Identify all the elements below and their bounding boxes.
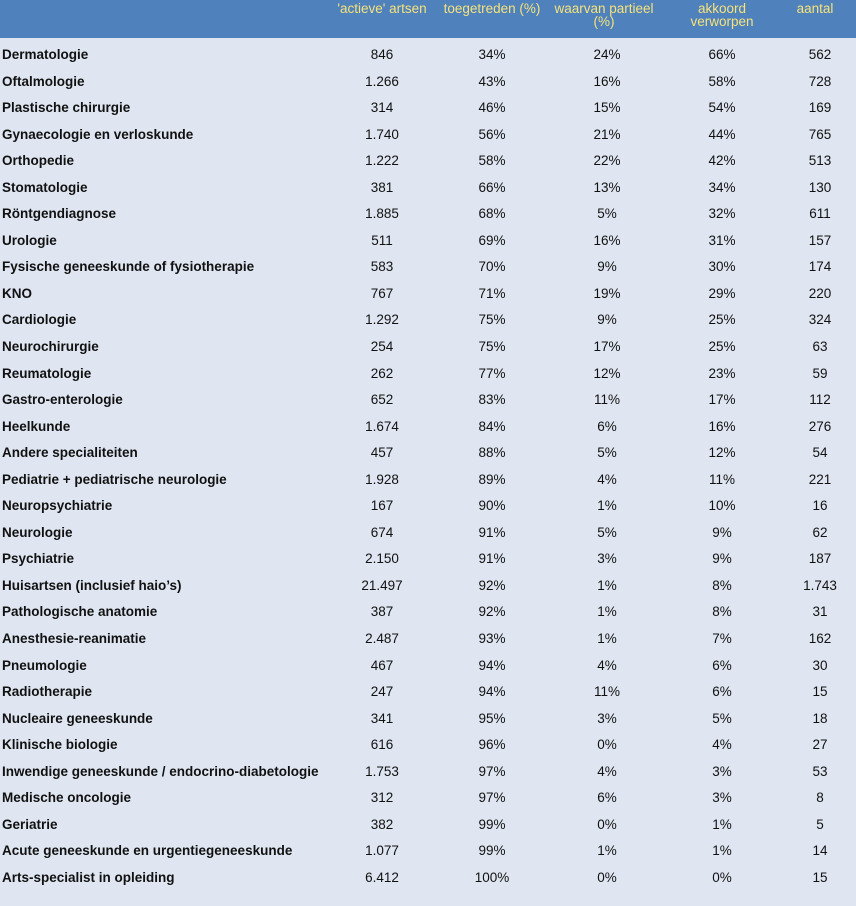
joined-percent-cell: 70% <box>478 259 506 275</box>
specialty-cell: Huisartsen (inclusief haio’s) <box>2 577 182 593</box>
specialty-cell: Pneumologie <box>2 657 87 673</box>
rejected-percent-cell: 16% <box>708 418 736 434</box>
specialty-cell: Plastische chirurgie <box>2 100 131 116</box>
table-row <box>0 334 856 361</box>
joined-percent-cell: 66% <box>478 179 506 195</box>
active-doctors-cell: 1.222 <box>365 153 399 169</box>
rejected-percent-cell: 30% <box>708 259 736 275</box>
active-doctors-cell: 767 <box>370 285 394 301</box>
joined-percent-cell: 83% <box>478 392 506 408</box>
count-cell: 562 <box>808 47 832 62</box>
active-doctors-cell: 1.077 <box>365 843 399 859</box>
rejected-percent-cell: 54% <box>708 100 736 116</box>
rejected-percent-cell: 8% <box>712 577 732 593</box>
rejected-percent-cell: 7% <box>712 631 732 647</box>
joined-percent-cell: 68% <box>478 206 506 222</box>
joined-percent-cell: 99% <box>478 816 506 832</box>
table-row <box>0 414 856 441</box>
rejected-percent-cell: 4% <box>712 737 732 753</box>
table-row <box>0 307 856 334</box>
table-row <box>0 812 856 839</box>
count-cell: 276 <box>808 418 832 434</box>
partial-percent-cell: 1% <box>597 577 617 593</box>
partial-percent-cell: 15% <box>593 100 621 116</box>
count-cell: 16 <box>812 498 828 514</box>
active-doctors-cell: 1.740 <box>365 126 399 142</box>
specialty-cell: Gastro-enterologie <box>2 392 123 408</box>
specialty-cell: Gynaecologie en verloskunde <box>2 126 194 142</box>
joined-percent-cell: 56% <box>478 126 506 142</box>
joined-percent-cell: 93% <box>478 631 506 647</box>
active-doctors-cell: 2.150 <box>365 551 399 567</box>
specialty-cell: Acute geneeskunde en urgentiegeneeskunde <box>2 843 293 859</box>
header-partial-percent: waarvan partieel (%) <box>554 1 654 29</box>
joined-percent-cell: 69% <box>478 232 506 248</box>
specialty-cell: Psychiatrie <box>2 551 75 567</box>
table-row <box>0 520 856 547</box>
count-cell: 324 <box>808 312 832 328</box>
specialty-cell: Inwendige geneeskunde / endocrino-diabetologie <box>2 763 319 779</box>
count-cell: 53 <box>812 763 828 779</box>
count-cell: 15 <box>812 869 828 885</box>
table-row <box>0 732 856 759</box>
rejected-percent-cell: 25% <box>708 312 736 328</box>
joined-percent-cell: 34% <box>478 47 506 62</box>
specialty-cell: Cardiologie <box>2 312 77 328</box>
joined-percent-cell: 92% <box>478 604 506 620</box>
count-cell: 18 <box>812 710 828 726</box>
partial-percent-cell: 3% <box>597 551 617 567</box>
joined-percent-cell: 95% <box>478 710 506 726</box>
rejected-percent-cell: 6% <box>712 657 732 673</box>
table-row <box>0 865 856 892</box>
joined-percent-cell: 89% <box>478 471 506 487</box>
count-cell: 5 <box>816 816 824 832</box>
partial-percent-cell: 0% <box>597 816 617 832</box>
joined-percent-cell: 90% <box>478 498 506 514</box>
joined-percent-cell: 97% <box>478 763 506 779</box>
partial-percent-cell: 11% <box>593 392 621 408</box>
count-cell: 14 <box>812 843 828 859</box>
partial-percent-cell: 21% <box>593 126 621 142</box>
partial-percent-cell: 0% <box>597 869 617 885</box>
partial-percent-cell: 13% <box>593 179 621 195</box>
active-doctors-cell: 467 <box>370 657 394 673</box>
joined-percent-cell: 43% <box>478 73 506 89</box>
specialty-cell: Urologie <box>2 232 57 248</box>
count-cell: 63 <box>812 339 828 355</box>
table-row <box>0 467 856 494</box>
joined-percent-cell: 88% <box>478 445 506 461</box>
active-doctors-cell: 6.412 <box>365 869 399 885</box>
active-doctors-cell: 457 <box>370 445 394 461</box>
rejected-percent-cell: 10% <box>708 498 736 514</box>
joined-percent-cell: 46% <box>478 100 506 116</box>
joined-percent-cell: 75% <box>478 339 506 355</box>
table-row <box>0 228 856 255</box>
joined-percent-cell: 91% <box>478 551 506 567</box>
specialty-cell: KNO <box>2 285 32 301</box>
rejected-percent-cell: 0% <box>712 869 732 885</box>
active-doctors-cell: 314 <box>370 100 394 116</box>
header-agreement-rejected: akkoord verworpen <box>690 1 754 29</box>
joined-percent-cell: 99% <box>478 843 506 859</box>
table-body <box>0 42 856 892</box>
table-header <box>0 0 856 38</box>
active-doctors-cell: 1.266 <box>365 73 399 89</box>
count-cell: 728 <box>808 73 832 89</box>
table-row <box>0 440 856 467</box>
specialty-cell: Anesthesie-reanimatie <box>2 631 147 647</box>
specialty-cell: Neurologie <box>2 524 73 540</box>
count-cell: 221 <box>808 471 832 487</box>
joined-percent-cell: 75% <box>478 312 506 328</box>
active-doctors-cell: 1.292 <box>365 312 399 328</box>
specialty-cell: Fysische geneeskunde of fysiotherapie <box>2 259 255 275</box>
active-doctors-cell: 254 <box>370 339 394 355</box>
table-row <box>0 387 856 414</box>
specialty-cell: Arts-specialist in opleiding <box>2 869 175 885</box>
table-row <box>0 175 856 202</box>
rejected-percent-cell: 29% <box>708 285 736 301</box>
joined-percent-cell: 91% <box>478 524 506 540</box>
active-doctors-cell: 511 <box>371 232 393 248</box>
active-doctors-cell: 1.753 <box>365 763 399 779</box>
count-cell: 130 <box>808 179 832 195</box>
rejected-percent-cell: 8% <box>712 604 732 620</box>
table-row <box>0 254 856 281</box>
table-row <box>0 838 856 865</box>
joined-percent-cell: 96% <box>478 737 506 753</box>
rejected-percent-cell: 3% <box>712 763 732 779</box>
active-doctors-cell: 2.487 <box>365 631 399 647</box>
count-cell: 513 <box>808 153 832 169</box>
active-doctors-cell: 1.674 <box>365 418 399 434</box>
count-cell: 30 <box>812 657 828 673</box>
rejected-percent-cell: 58% <box>708 73 736 89</box>
count-cell: 31 <box>812 604 828 620</box>
joined-percent-cell: 92% <box>478 577 506 593</box>
specialty-cell: Heelkunde <box>2 418 71 434</box>
count-cell: 611 <box>809 206 831 222</box>
table-row <box>0 69 856 96</box>
partial-percent-cell: 4% <box>597 471 617 487</box>
header-count: aantal <box>796 1 834 16</box>
partial-percent-cell: 4% <box>597 763 617 779</box>
specialty-cell: Geriatrie <box>2 816 58 832</box>
active-doctors-cell: 583 <box>370 259 394 275</box>
active-doctors-cell: 247 <box>370 684 394 700</box>
partial-percent-cell: 4% <box>597 657 617 673</box>
active-doctors-cell: 1.928 <box>365 471 399 487</box>
header-active-doctors: 'actieve' artsen <box>337 1 427 16</box>
rejected-percent-cell: 34% <box>708 179 736 195</box>
specialty-cell: Neurochirurgie <box>2 339 99 355</box>
joined-percent-cell: 58% <box>478 153 506 169</box>
active-doctors-cell: 312 <box>370 790 394 806</box>
rejected-percent-cell: 32% <box>708 206 736 222</box>
partial-percent-cell: 1% <box>597 498 617 514</box>
rejected-percent-cell: 66% <box>708 47 736 62</box>
count-cell: 62 <box>812 524 828 540</box>
joined-percent-cell: 94% <box>478 657 506 673</box>
count-cell: 220 <box>808 285 832 301</box>
partial-percent-cell: 1% <box>597 631 617 647</box>
rejected-percent-cell: 17% <box>708 392 736 408</box>
partial-percent-cell: 6% <box>597 418 617 434</box>
specialty-cell: Radiotherapie <box>2 684 93 700</box>
partial-percent-cell: 17% <box>593 339 621 355</box>
rejected-percent-cell: 31% <box>708 232 736 248</box>
partial-percent-cell: 1% <box>597 843 617 859</box>
partial-percent-cell: 12% <box>593 365 621 381</box>
specialty-cell: Andere specialiteiten <box>2 445 138 461</box>
table-row <box>0 599 856 626</box>
table-row <box>0 361 856 388</box>
joined-percent-cell: 71% <box>478 285 506 301</box>
rejected-percent-cell: 3% <box>712 790 732 806</box>
partial-percent-cell: 0% <box>597 737 617 753</box>
table-row <box>0 785 856 812</box>
table-row <box>0 653 856 680</box>
specialty-cell: Reumatologie <box>2 365 92 381</box>
rejected-percent-cell: 11% <box>708 471 736 487</box>
table-row <box>0 122 856 149</box>
table-row <box>0 573 856 600</box>
partial-percent-cell: 5% <box>597 445 617 461</box>
active-doctors-cell: 846 <box>370 47 394 62</box>
active-doctors-cell: 21.497 <box>361 577 403 593</box>
table-row <box>0 546 856 573</box>
count-cell: 27 <box>812 737 828 753</box>
count-cell: 765 <box>808 126 832 142</box>
specialty-cell: Nucleaire geneeskunde <box>2 710 153 726</box>
partial-percent-cell: 24% <box>593 47 621 62</box>
rejected-percent-cell: 5% <box>712 710 732 726</box>
active-doctors-cell: 382 <box>370 816 394 832</box>
count-cell: 174 <box>808 259 832 275</box>
table-row <box>0 148 856 175</box>
count-cell: 8 <box>816 790 824 806</box>
specialty-cell: Klinische biologie <box>2 737 118 753</box>
active-doctors-cell: 381 <box>370 179 394 195</box>
count-cell: 187 <box>808 551 832 567</box>
partial-percent-cell: 3% <box>597 710 617 726</box>
rejected-percent-cell: 12% <box>708 445 736 461</box>
count-cell: 59 <box>812 365 828 381</box>
count-cell: 15 <box>812 684 828 700</box>
partial-percent-cell: 9% <box>597 312 617 328</box>
table-row <box>0 679 856 706</box>
partial-percent-cell: 16% <box>593 73 621 89</box>
specialty-cell: Neuropsychiatrie <box>2 498 113 514</box>
table-row <box>0 706 856 733</box>
table-row <box>0 201 856 228</box>
table-row <box>0 95 856 122</box>
rejected-percent-cell: 44% <box>708 126 736 142</box>
specialty-cell: Dermatologie <box>2 47 89 62</box>
partial-percent-cell: 6% <box>597 790 617 806</box>
count-cell: 54 <box>812 445 828 461</box>
joined-percent-cell: 100% <box>474 869 510 885</box>
rejected-percent-cell: 6% <box>712 684 732 700</box>
active-doctors-cell: 652 <box>370 392 394 408</box>
active-doctors-cell: 1.885 <box>365 206 399 222</box>
table-row <box>0 626 856 653</box>
specialty-cell: Stomatologie <box>2 179 88 195</box>
rejected-percent-cell: 42% <box>708 153 736 169</box>
partial-percent-cell: 9% <box>597 259 617 275</box>
partial-percent-cell: 19% <box>593 285 621 301</box>
specialty-cell: Pathologische anatomie <box>2 604 158 620</box>
joined-percent-cell: 94% <box>478 684 506 700</box>
rejected-percent-cell: 23% <box>708 365 736 381</box>
joined-percent-cell: 77% <box>478 365 506 381</box>
active-doctors-cell: 262 <box>370 365 394 381</box>
specialty-cell: Röntgendiagnose <box>2 206 116 222</box>
header-joined-percent: toegetreden (%) <box>443 1 541 16</box>
partial-percent-cell: 11% <box>593 684 621 700</box>
active-doctors-cell: 341 <box>370 710 394 726</box>
table-row <box>0 493 856 520</box>
count-cell: 169 <box>808 100 832 116</box>
count-cell: 112 <box>809 392 831 408</box>
table-row <box>0 42 856 69</box>
active-doctors-cell: 167 <box>370 498 394 514</box>
joined-percent-cell: 84% <box>478 418 506 434</box>
joined-percent-cell: 97% <box>478 790 506 806</box>
active-doctors-cell: 674 <box>370 524 394 540</box>
specialty-cell: Medische oncologie <box>2 790 132 806</box>
rejected-percent-cell: 9% <box>712 524 732 540</box>
specialty-cell: Pediatrie + pediatrische neurologie <box>2 471 227 487</box>
partial-percent-cell: 5% <box>597 524 617 540</box>
specialty-cell: Oftalmologie <box>2 73 85 89</box>
partial-percent-cell: 22% <box>593 153 621 169</box>
table-row <box>0 759 856 786</box>
rejected-percent-cell: 25% <box>708 339 736 355</box>
partial-percent-cell: 5% <box>597 206 617 222</box>
rejected-percent-cell: 1% <box>712 816 732 832</box>
active-doctors-cell: 387 <box>370 604 394 620</box>
count-cell: 157 <box>808 232 832 248</box>
partial-percent-cell: 1% <box>597 604 617 620</box>
specialty-cell: Orthopedie <box>2 153 75 169</box>
rejected-percent-cell: 9% <box>712 551 732 567</box>
active-doctors-cell: 616 <box>370 737 394 753</box>
count-cell: 1.743 <box>803 577 837 593</box>
rejected-percent-cell: 1% <box>712 843 732 859</box>
table-row <box>0 281 856 308</box>
count-cell: 162 <box>808 631 832 647</box>
partial-percent-cell: 16% <box>593 232 621 248</box>
